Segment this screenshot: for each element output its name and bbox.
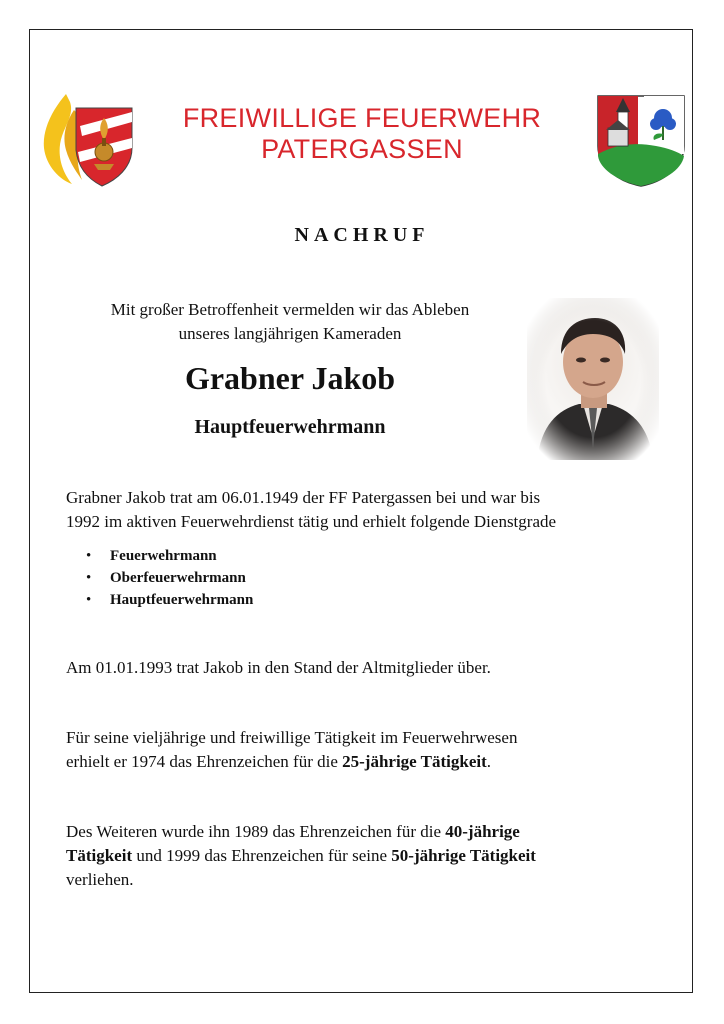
further-line1-text: Des Weiteren wurde ihn 1989 das Ehrenzeichen für die: [66, 822, 446, 841]
intro-line1: Mit großer Betroffenheit vermelden wir das Ableben: [110, 300, 470, 319]
organization-title-line1: FREIWILLIGE FEUERWEHR: [182, 103, 542, 133]
honor-award-25: 25-jährige Tätigkeit: [342, 752, 487, 771]
honor-award-50: 50-jährige Tätigkeit: [391, 846, 536, 865]
fire-brigade-emblem-icon: [36, 88, 134, 188]
deceased-rank: Hauptfeuerwehrmann: [194, 416, 386, 438]
list-item: • Hauptfeuerwehrmann: [66, 589, 253, 611]
honor-line2-end: .: [486, 752, 492, 771]
service-paragraph: [66, 486, 666, 534]
intro-text: [60, 298, 520, 346]
obituary-heading: NACHRUF: [294, 224, 430, 246]
further-line2: [66, 844, 666, 868]
list-item: • Feuerwehrmann: [66, 545, 253, 567]
ranks-list: [66, 545, 253, 611]
intro-line2: unseres langjährigen Kameraden: [178, 324, 402, 343]
further-line3: verliehen.: [66, 870, 134, 889]
further-honors-paragraph: [66, 820, 666, 892]
honor-award-40: 40-jährige: [445, 822, 520, 841]
honor-line1: Für seine vieljährige und freiwillige Tätigkeit im Feuerwehrwesen: [66, 728, 518, 747]
municipality-coat-of-arms-icon: [596, 94, 686, 188]
further-line1: [66, 820, 666, 844]
deceased-name: Grabner Jakob: [184, 360, 396, 396]
organization-title-line2: PATERGASSEN: [261, 134, 463, 164]
honor-line2: [66, 750, 666, 774]
honor-paragraph: [66, 726, 666, 774]
list-item: • Oberfeuerwehrmann: [66, 567, 253, 589]
organization-title: [140, 103, 584, 165]
service-line1: Grabner Jakob trat am 06.01.1949 der FF Patergassen bei und war bis: [66, 488, 541, 507]
further-line2-text: und 1999 das Ehrenzeichen für seine: [132, 846, 392, 865]
service-line2: 1992 im aktiven Feuerwehrdienst tätig und erhielt folgende Dienstgrade: [66, 512, 557, 531]
honor-award-40-cont: Tätigkeit: [66, 846, 133, 865]
veteran-paragraph: Am 01.01.1993 trat Jakob in den Stand der Altmitglieder über.: [66, 658, 491, 677]
honor-line2-text: erhielt er 1974 das Ehrenzeichen für die: [66, 752, 343, 771]
portrait-photo: [527, 298, 659, 460]
